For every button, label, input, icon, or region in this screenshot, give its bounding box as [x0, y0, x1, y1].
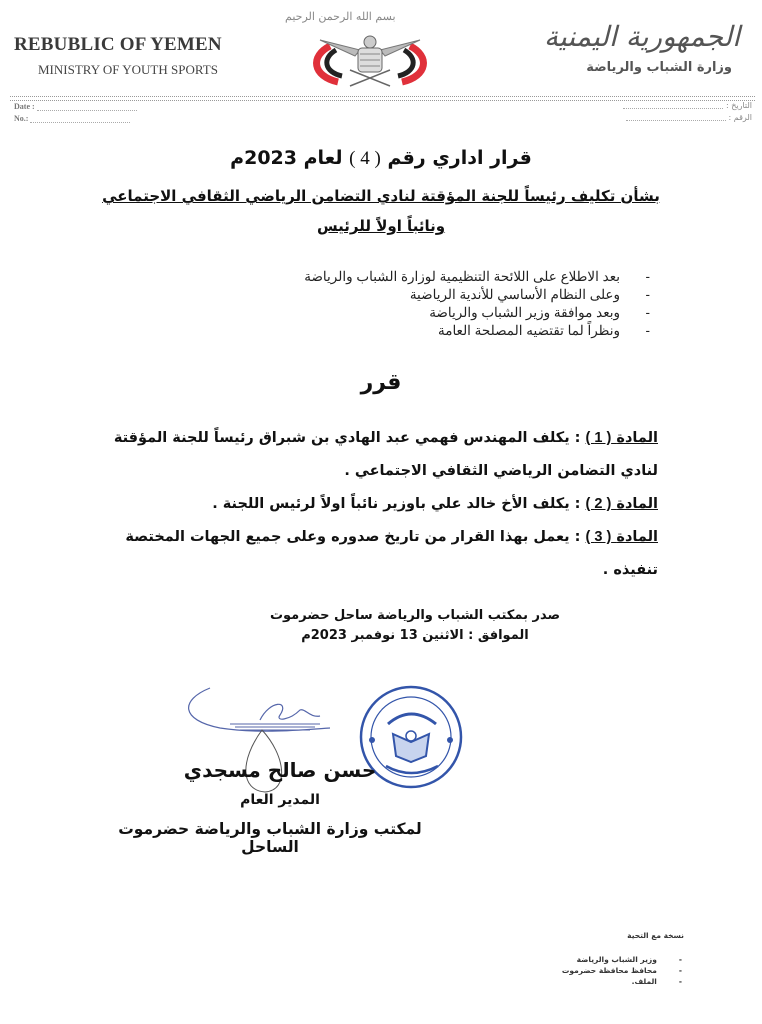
- cc-item: - محافظ محافظة حضرموت: [561, 966, 682, 975]
- header-english-title: REBUBLIC OF YEMEN: [14, 34, 222, 55]
- date-blank-ar: [623, 102, 723, 109]
- article-text: : يكلف الأخ خالد علي باوزير نائباً اولاً لرئيس اللجنة .: [212, 496, 581, 512]
- cc-heading: نسخة مع التحية: [627, 931, 684, 940]
- cc-list: [562, 954, 682, 987]
- preamble-list: [210, 268, 650, 340]
- date-label-en: Date :: [14, 102, 35, 111]
- number-label-ar: الرقم :: [728, 113, 752, 122]
- header-arabic-title: الجمهورية اليمنية: [543, 20, 740, 53]
- article-label: المادة ( 1 ): [585, 430, 658, 446]
- number-blank-en: [30, 116, 130, 123]
- article-3: [98, 521, 658, 587]
- preamble-item: - وعلى النظام الأساسي للأندية الرياضية: [409, 287, 650, 302]
- article-label: المادة ( 3 ): [585, 529, 658, 545]
- date-label-ar: التاريخ :: [725, 101, 752, 110]
- issued-date: الموافق : الاثنين 13 نوفمبر 2023م: [301, 628, 529, 643]
- issued-at: صدر بمكتب الشباب والرياضة ساحل حضرموت: [269, 608, 561, 623]
- article-text: : يكلف المهندس فهمي عبد الهادي بن شبراق رئيساً للجنة المؤقتة لنادي التضامن الرياضي الثقافي الاجتماعي .: [113, 430, 658, 479]
- handwritten-signature-icon: [180, 680, 360, 800]
- date-blank-en: [37, 104, 137, 111]
- cc-item: - الملف.: [631, 977, 682, 986]
- decided-heading: قرر: [360, 370, 402, 395]
- number-blank-ar: [626, 114, 726, 121]
- articles-section: [98, 422, 658, 587]
- article-label: المادة ( 2 ): [585, 496, 658, 512]
- preamble-item: - بعد الاطلاع على اللائحة التنظيمية لوزارة الشباب والرياضة: [304, 269, 650, 284]
- date-field-ar: [623, 101, 752, 110]
- article-1: [98, 422, 658, 488]
- subject-line-2: ونائباً اولاً للرئيس: [316, 217, 446, 235]
- yemen-emblem-icon: [300, 6, 440, 90]
- document-title: [0, 147, 762, 170]
- preamble-item: - وبعد موافقة وزير الشباب والرياضة: [429, 305, 650, 320]
- header-english-ministry: MINISTRY OF YOUTH SPORTS: [38, 62, 218, 77]
- signer-office: لمكتب وزارة الشباب والرياضة حضرموت الساحل: [118, 820, 422, 856]
- date-field-en: [14, 102, 137, 111]
- preamble-item: - ونظراً لما تقتضيه المصلحة العامة: [437, 323, 650, 338]
- number-field-en: [14, 114, 130, 123]
- signer-title: المدير العام: [240, 792, 320, 808]
- number-label-en: No.:: [14, 114, 29, 123]
- decision-number: ( 4 ): [349, 148, 381, 169]
- title-prefix: قرار اداري رقم: [387, 147, 532, 169]
- number-field-ar: [626, 113, 752, 122]
- signer-name: حسن صالح مسجدي: [183, 758, 377, 782]
- title-suffix: لعام 2023م: [230, 147, 343, 169]
- basmala-text: بسم الله الرحمن الرحيم: [285, 10, 396, 23]
- subject-line-1: بشأن تكليف رئيساً للجنة المؤقتة لنادي التضامن الرياضي الثقافي الاجتماعي: [102, 187, 660, 205]
- article-text: : يعمل بهذا القرار من تاريخ صدوره وعلى جميع الجهات المختصة تنفيذه .: [125, 529, 658, 578]
- cc-item: - وزير الشباب والرياضة: [576, 955, 682, 964]
- issued-block: [240, 606, 590, 646]
- article-2: [98, 488, 658, 521]
- header-arabic-ministry: وزارة الشباب والرياضة: [586, 60, 732, 75]
